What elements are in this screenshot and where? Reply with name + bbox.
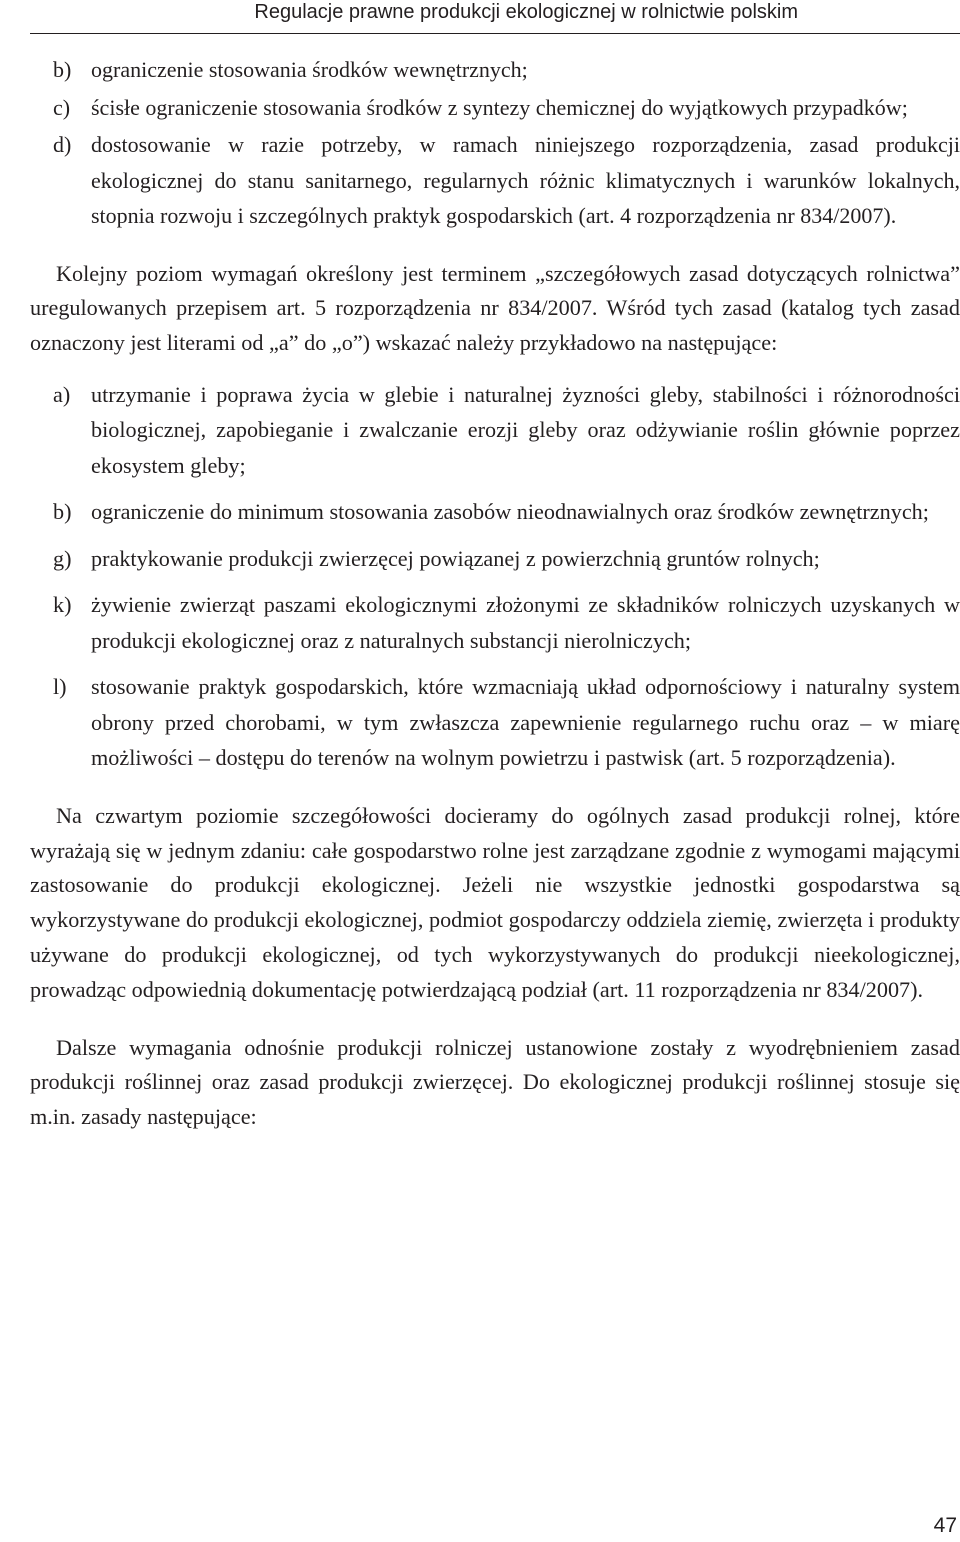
list-continued xyxy=(53,52,960,234)
list-item-label: a) xyxy=(53,381,71,407)
list-item-text: dostosowanie w razie potrzeby, w ramach niniejszego rozporządzenia, zasad produkcji ekologicznej do stanu sanitarnego, regularnych różnic klimatycznych i warunków lokalnych, stopnia rozwoju i szczególnych praktyk gospodarskich (art. 4 rozporządzenia nr 834/2007). xyxy=(91,132,960,228)
list-item xyxy=(53,587,960,658)
list-item xyxy=(53,52,960,88)
list-item-label: g) xyxy=(53,545,72,571)
list-item xyxy=(53,541,960,577)
page-content xyxy=(30,52,960,1135)
list-item xyxy=(53,377,960,484)
list-item-label: b) xyxy=(53,57,72,82)
paragraph-further-requirements: Dalsze wymagania odnośnie produkcji rolniczej ustanowione zostały z wyodrębnieniem zasad produkcji roślinnej oraz zasad produkcji zwierzęcej. Do ekologicznej produkcji roślinnej stosuje się m.in. zasady następujące: xyxy=(30,1034,960,1130)
list-item-text: ograniczenie stosowania środków wewnętrznych; xyxy=(91,57,528,82)
header-rule xyxy=(30,33,960,34)
list-item-text: ograniczenie do minimum stosowania zasobów nieodnawialnych oraz środków zewnętrznych; xyxy=(91,499,929,525)
paragraph-general-rules: Na czwartym poziomie szczegółowości docieramy do ogólnych zasad produkcji rolnej, które wyrażają się w jednym zdaniu: całe gospodarstwo rolne jest zarządzane zgodnie z wymogami mającymi zastosowanie do produkcji ekologicznej. Jeżeli nie wszystkie jednostki gospodarstwa są wykorzystywane do produkcji ekologicznej, podmiot gospodarczy oddziela ziemię, zwierzęta i produkty używane do produkcji ekologicznej, od tych wykorzystywanych do produkcji nieekologicznej, prowadząc odpowiednią dokumentację potwierdzającą podział (art. 11 rozporządzenia nr 834/2007). xyxy=(30,802,960,1002)
list-item-label: b) xyxy=(53,499,72,525)
list-item-label: c) xyxy=(53,94,71,120)
list-item-label: d) xyxy=(53,132,72,157)
list-item-label: l) xyxy=(53,674,67,700)
running-header: Regulacje prawne produkcji ekologicznej w rolnictwie polskim xyxy=(254,1,798,23)
list-item xyxy=(53,669,960,776)
list-item-text: żywienie zwierząt paszami ekologicznymi złożonymi ze składników rolniczych uzyskanych w produkcji ekologicznej oraz z naturalnych substancji nierolniczych; xyxy=(91,592,960,653)
paragraph-detailed-rules: Kolejny poziom wymagań określony jest terminem „szczegółowych zasad dotyczących rolnictwa” uregulowanych przepisem art. 5 rozporządzenia nr 834/2007. Wśród tych zasad (katalog tych zasad oznaczony jest literami od „a” do „o”) wskazać należy przykładowo na następujące: xyxy=(30,260,960,356)
list-item xyxy=(53,494,960,530)
page-number: 47 xyxy=(933,1514,957,1537)
list-item-text: ścisłe ograniczenie stosowania środków z syntezy chemicznej do wyjątkowych przypadków; xyxy=(91,94,908,120)
list-item-text: utrzymanie i poprawa życia w glebie i naturalnej żyzności gleby, stabilności i różnorodności biologicznej, zapobieganie i zwalczanie erozji gleby oraz odżywianie roślin głównie poprzez ekosystem gleby; xyxy=(91,381,960,478)
list-item xyxy=(53,127,960,234)
list-item xyxy=(53,90,960,126)
list-item-label: k) xyxy=(53,592,72,618)
list-detailed-rules xyxy=(53,377,960,776)
list-item-text: stosowanie praktyk gospodarskich, które wzmacniają układ odpornościowy i naturalny system obrony przed chorobami, w tym zwłaszcza zapewnienie regularnego ruchu oraz – w miarę możliwości – dostępu do terenów na wolnym powietrzu i pastwisk (art. 5 rozporządzenia). xyxy=(91,674,960,771)
list-item-text: praktykowanie produkcji zwierzęcej powiązanej z powierzchnią gruntów rolnych; xyxy=(91,545,820,571)
